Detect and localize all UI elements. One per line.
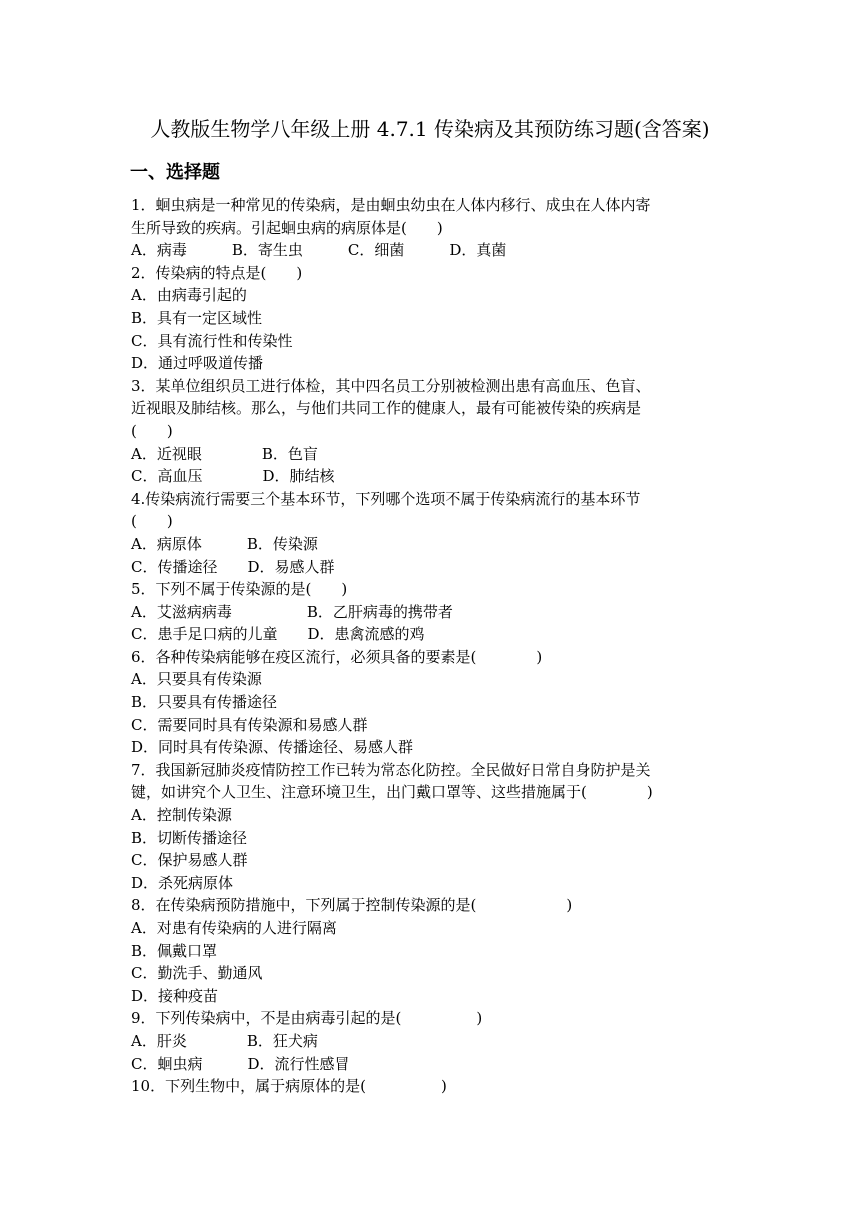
answer-option-line: B．具有一定区域性: [131, 308, 263, 327]
question-text-line: 9．下列传染病中，不是由病毒引起的是( ): [131, 1009, 483, 1028]
answer-option-line: C．传播途径 D．易感人群: [131, 557, 335, 576]
answer-option-line: A．艾滋病病毒 B．乙肝病毒的携带者: [131, 602, 453, 621]
answer-option-line: C．需要同时具有传染源和易感人群: [131, 715, 368, 734]
question-text-line: 10．下列生物中，属于病原体的是( ): [131, 1077, 447, 1096]
answer-option-line: A．由病毒引起的: [131, 286, 247, 305]
answer-option-line: B．佩戴口罩: [131, 941, 218, 960]
answer-option-line: B．只要具有传播途径: [131, 693, 278, 712]
question-text-line: 键，如讲究个人卫生、注意环境卫生，出门戴口罩等、这些措施属于( ): [131, 783, 653, 802]
question-text-line: 近视眼及肺结核。那么，与他们共同工作的健康人，最有可能被传染的疾病是: [131, 399, 642, 418]
answer-option-line: A．只要具有传染源: [131, 670, 262, 689]
question-text-line: ( ): [131, 421, 173, 440]
answer-option-line: D．通过呼吸道传播: [131, 354, 264, 373]
question-text-line: 6．各种传染病能够在疫区流行，必须具备的要素是( ): [131, 647, 543, 666]
question-text-line: ( ): [131, 512, 173, 531]
answer-option-line: C．保护易感人群: [131, 851, 248, 870]
question-text-line: 8．在传染病预防措施中，下列属于控制传染源的是( ): [131, 896, 573, 915]
section-heading: 一、选择题: [130, 162, 220, 183]
question-text-line: 4.传染病流行需要三个基本环节，下列哪个选项不属于传染病流行的基本环节: [131, 489, 641, 508]
answer-option-line: B．切断传播途径: [131, 828, 248, 847]
answer-option-line: A．肝炎 B．狂犬病: [131, 1031, 318, 1050]
answer-option-line: A．病毒 B．寄生虫 C．细菌 D．真菌: [131, 241, 507, 260]
question-text-line: 生所导致的疾病。引起蛔虫病的病原体是( ): [131, 218, 443, 237]
answer-option-line: A．病原体 B．传染源: [131, 534, 318, 553]
answer-option-line: C．具有流行性和传染性: [131, 331, 293, 350]
question-text-line: 3．某单位组织员工进行体检，其中四名员工分别被检测出患有高血压、色盲、: [131, 376, 651, 395]
answer-option-line: C．高血压 D．肺结核: [131, 467, 335, 486]
answer-option-line: D．杀死病原体: [131, 873, 234, 892]
answer-option-line: D．接种疫苗: [131, 986, 219, 1005]
question-text-line: 2．传染病的特点是( ): [131, 263, 303, 282]
answer-option-line: D．同时具有传染源、传播途径、易感人群: [131, 738, 414, 757]
answer-option-line: A．控制传染源: [131, 806, 232, 825]
question-text-line: 5．下列不属于传染源的是( ): [131, 580, 348, 599]
question-text-line: 1．蛔虫病是一种常见的传染病，是由蛔虫幼虫在人体内移行、成虫在人体内寄: [131, 196, 651, 214]
question-list: [131, 194, 737, 1098]
answer-option-line: A．近视眼 B．色盲: [131, 444, 318, 463]
document-title: 人教版生物学八年级上册 4.7.1 传染病及其预防练习题(含答案): [150, 117, 710, 141]
answer-option-line: C．患手足口病的儿童 D．患禽流感的鸡: [131, 625, 425, 644]
answer-option-line: C．蛔虫病 D．流行性感冒: [131, 1054, 350, 1073]
answer-option-line: A．对患有传染病的人进行隔离: [131, 919, 337, 937]
answer-option-line: C．勤洗手、勤通风: [131, 964, 263, 983]
question-text-line: 7．我国新冠肺炎疫情防控工作已转为常态化防控。全民做好日常自身防护是关: [131, 760, 651, 779]
